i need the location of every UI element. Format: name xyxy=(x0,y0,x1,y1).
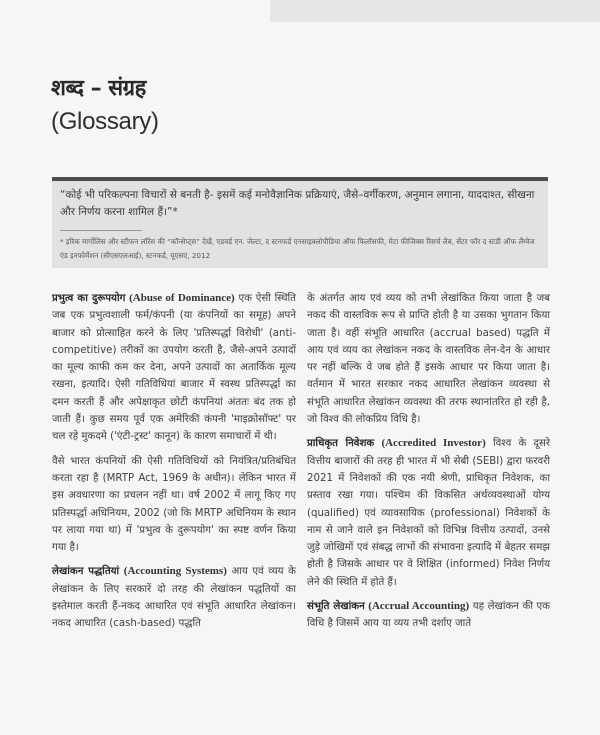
glossary-entry-accounting-systems xyxy=(52,563,296,632)
definition-text: एक ऐसी स्थिति जब एक प्रभुत्वशाली फर्म/कंपनी (या कंपनियों का समूह) अपने बाजार को प्रोत्साहित करने के लिए 'प्रतिस्पर्द्धा विरोधी' (anti-competitive) तरीकों का उपयोग करती है, जैसे-अपने उत्पादों का मूल्य काफी कम कर देना, अपने उत्पादों का अतार्किक मूल्य रखना, इत्यादि। ऐसी गतिविधियां बाजार में स्वस्थ प्रतिस्पर्द्धा का दमन करती हैं और अपेक्षाकृत छोटी कंपनियां अंततः बंद तक हो जाती हैं। कुछ समय पूर्व एक अमेरिकी कंपनी 'माइक्रोसॉफ्ट' पर चल रहे मुकदमे ('एंटी-ट्रस्ट' कानून) के कारण समाचारों में थी। xyxy=(52,293,296,443)
term-hindi: संभूति लेखांकन xyxy=(307,601,365,613)
right-column xyxy=(307,290,550,640)
term-hindi: प्राधिकृत निवेशक xyxy=(307,438,375,450)
definition-text: आय एवं व्यय के लेखांकन के लिए सरकारें दो तरह की लेखांकन पद्धतियों का इस्तेमाल करती हैं-नकद आधारित एवं संभूति आधारित लेखांकन। नकद आधारित (cash-based) पद्धति xyxy=(52,566,296,630)
quote-footnote: * इरिक मार्गोलिस और स्टीफन लॉरेंस की “कॉन्सेप्ट्स” देखें, एडवर्ड एन. जेल्टा, द स्टनफर्ड एनसाइक्लोपीडिया ऑफ फिलॉसफी, मेटा फीजिक्स रिसर्च लैब, सेंटर फॉर द स्टडी ऑफ लैंग्वेज एंड इनफोर्मेशन (सीएसएलआई), स्टनफर्ड, यूएसए, 2012 xyxy=(60,237,535,260)
quote-text: “कोई भी परिकल्पना विचारों से बनती है- इसमें कई मनोवैज्ञानिक प्रक्रियाएं, जैसे–वर्गीकरण, अनुमान लगाना, याददाश्त, सीखना और निर्णय करना शामिल हैं।”* xyxy=(60,189,535,218)
page-title-english: (Glossary) xyxy=(51,108,159,135)
page-title-hindi: शब्द – संग्रह xyxy=(51,76,146,101)
term-english: (Accounting Systems) xyxy=(123,565,227,578)
glossary-entry-abuse-of-dominance xyxy=(52,290,296,446)
term-english: (Accredited Investor) xyxy=(381,437,486,450)
term-english: (Abuse of Dominance) xyxy=(129,292,235,304)
top-gray-bar xyxy=(270,0,600,22)
glossary-entry-accrual-accounting xyxy=(307,598,550,633)
quote-box xyxy=(52,177,548,268)
definition-paragraph: वैसे भारत कंपनियों की ऐसी गतिविधियों को नियंत्रित/प्रतिबंधित करता रहा है (MRTP Act, 1969 के अधीन)। लेकिन भारत में इस अवधारणा का प्रचलन नहीं था। वर्ष 2002 में लागू किए गए प्रतिस्पर्द्धा अधिनियम, 2002 (जो कि MRTP अधिनियम के स्थान पर लाया गया था) में 'प्रभुत्व के दुरूपयोग' का स्पष्ट वर्णन किया गया है। xyxy=(52,455,296,554)
term-english: (Accrual Accounting) xyxy=(368,600,470,613)
definition-continuation: के अंतर्गत आय एवं व्यय को तभी लेखांकित किया जाता है जब नकद की वास्तविक रूप से प्राप्ति होती है या उसका भुगतान किया जाता है। वहीं संभूति आधारित (accrual based) पद्धति में आय एवं व्यय का लेखांकन नकद के वास्तविक लेन-देन के आधार पर नहीं बल्कि वे जब होते हैं इसके आधार पर किया जाता है। वर्तमान में भारत सरकार नकद आधारित लेखांकन व्यवस्था से संभूति आधारित लेखांकन व्यवस्था की तरफ स्थानांतरित हो रही है, जो विश्व की लोकप्रिय विधि है। xyxy=(307,293,550,426)
term-hindi: प्रभुत्व का दुरूपयोग xyxy=(52,293,126,304)
footnote-divider xyxy=(60,230,142,231)
term-hindi: लेखांकन पद्धतियां xyxy=(52,566,120,578)
glossary-entry-accredited-investor xyxy=(307,435,550,591)
definition-text: यह लेखांकन की एक विधि है जिसमें आय या व्यय तभी दर्शाए जाते xyxy=(307,601,550,630)
definition-text: विश्व के दूसरे वित्तीय बाजारों की तरह ही भारत में भी सेबी (SEBI) द्वारा फरवरी 2021 में निवेशकों की एक नयी श्रेणी, प्राधिकृत निवेशक, का प्रस्ताव रखा गया। पश्चिम की विकसित अर्थव्यवस्थाओं योग्य (qualified) एवं व्यावसायिक (professional) निवेशकों के नाम से जाने वाले इन निवेशकों को विभिन्न वित्तीय उत्पादों, उनसे जुड़े जोखिमों एवं संबद्ध लाभों की संभावना इत्यादि में बेहतर समझ होती है जिसके आधार पर वे शिक्षित (informed) निवेश निर्णय लेने की स्थिति में होते हैं। xyxy=(307,438,550,588)
left-column xyxy=(52,290,296,640)
